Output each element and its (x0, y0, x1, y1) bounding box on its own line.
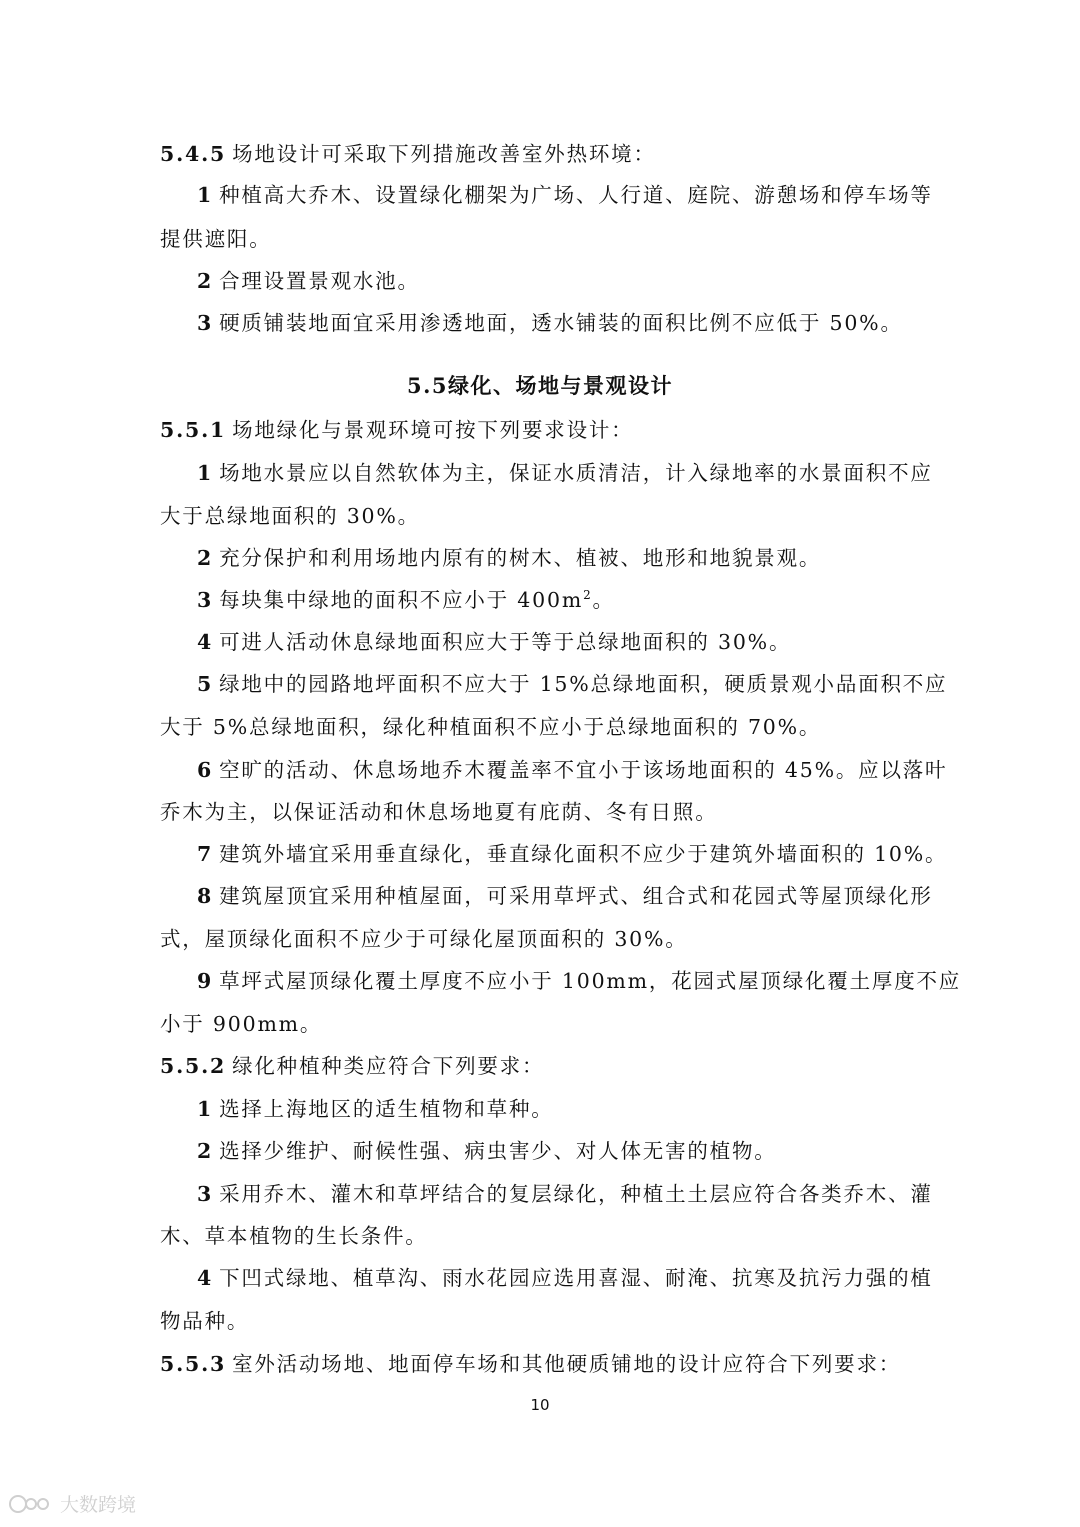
list-item (197, 1180, 933, 1208)
clause-text: 场地绿化与景观环境可按下列要求设计： (232, 418, 634, 442)
item-number: 4 (197, 1266, 214, 1290)
clause-text: 绿化种植种类应符合下列要求： (232, 1054, 545, 1078)
item-continuation: 提供遮阳。 (160, 227, 272, 251)
page-number: 10 (530, 1396, 550, 1414)
list-item (197, 670, 948, 698)
clause-number: 5.5.2 (160, 1054, 227, 1078)
item-text: 建筑外墙宜采用垂直绿化，垂直绿化面积不应少于建筑外墙面积的 10%。 (219, 842, 948, 866)
item-text: 场地水景应以自然软体为主，保证水质清洁，计入绿地率的水景面积不应 (219, 461, 933, 485)
item-continuation: 大于 5%总绿地面积，绿化种植面积不应小于总绿地面积的 70%。 (160, 715, 822, 739)
clause-text: 室外活动场地、地面停车场和其他硬质铺地的设计应符合下列要求： (232, 1352, 902, 1376)
item-number: 4 (197, 630, 214, 654)
item-number: 3 (197, 588, 214, 612)
clause-number: 5.5.3 (160, 1352, 227, 1376)
list-item (197, 267, 927, 295)
item-number: 2 (197, 546, 214, 570)
list-item (197, 1137, 927, 1165)
item-number: 1 (197, 461, 214, 485)
item-number: 8 (197, 884, 214, 908)
item-number: 7 (197, 842, 214, 866)
list-item (197, 586, 927, 614)
item-number: 9 (197, 969, 214, 993)
list-item (197, 544, 927, 572)
item-text: 草坪式屋顶绿化覆土厚度不应小于 100mm，花园式屋顶绿化覆土厚度不应 (219, 969, 962, 993)
item-text: 合理设置景观水池。 (219, 269, 420, 293)
list-item (197, 181, 933, 209)
superscript: 2 (583, 588, 593, 602)
item-text: 可进人活动休息绿地面积应大于等于总绿地面积的 30%。 (219, 630, 792, 654)
list-item (197, 1264, 933, 1292)
section-heading: 5.5绿化、场地与景观设计 (406, 373, 674, 398)
item-continuation: 式，屋顶绿化面积不应少于可绿化屋顶面积的 30%。 (160, 927, 688, 951)
item-text: 下凹式绿地、植草沟、雨水花园应选用喜湿、耐淹、抗寒及抗污力强的植 (219, 1266, 933, 1290)
list-item (197, 756, 948, 784)
list-item (197, 1095, 927, 1123)
clause-5-4-5 (160, 140, 940, 168)
item-continuation: 物品种。 (160, 1309, 250, 1333)
item-continuation: 乔木为主，以保证活动和休息场地夏有庇荫、冬有日照。 (160, 800, 718, 824)
item-text: 采用乔木、灌木和草坪结合的复层绿化，种植土土层应符合各类乔木、灌 (219, 1182, 933, 1206)
list-item (197, 628, 927, 656)
list-item (197, 882, 933, 910)
item-number: 1 (197, 1097, 214, 1121)
watermark-text: 大数跨境 (60, 1494, 137, 1516)
item-text: 每块集中绿地的面积不应小于 400m (219, 588, 584, 612)
list-item (197, 309, 927, 337)
item-number: 3 (197, 311, 214, 335)
clause-text: 场地设计可采取下列措施改善室外热环境： (232, 142, 656, 166)
clause-5-5-3 (160, 1350, 940, 1378)
item-continuation: 大于总绿地面积的 30%。 (160, 504, 420, 528)
item-text-tail: 。 (592, 588, 615, 612)
list-item (197, 967, 962, 995)
item-number: 2 (197, 269, 214, 293)
clause-number: 5.4.5 (160, 142, 227, 166)
watermark (8, 1490, 136, 1517)
item-text: 选择上海地区的适生植物和草种。 (219, 1097, 554, 1121)
item-number: 3 (197, 1182, 214, 1206)
item-continuation: 小于 900mm。 (160, 1012, 323, 1036)
item-text: 充分保护和利用场地内原有的树木、植被、地形和地貌景观。 (219, 546, 822, 570)
item-text: 绿地中的园路地坪面积不应大于 15%总绿地面积，硬质景观小品面积不应 (219, 672, 948, 696)
clause-5-5-1 (160, 416, 940, 444)
item-number: 6 (197, 758, 214, 782)
item-number: 2 (197, 1139, 214, 1163)
item-text: 空旷的活动、休息场地乔木覆盖率不宜小于该场地面积的 45%。应以落叶 (219, 758, 948, 782)
item-text: 种植高大乔木、设置绿化棚架为广场、人行道、庭院、游憩场和停车场等 (219, 183, 933, 207)
item-text: 硬质铺装地面宜采用渗透地面，透水铺装的面积比例不应低于 50%。 (219, 311, 903, 335)
clause-number: 5.5.1 (160, 418, 227, 442)
item-text: 选择少维护、耐候性强、病虫害少、对人体无害的植物。 (219, 1139, 777, 1163)
clause-5-5-2 (160, 1052, 940, 1080)
item-continuation: 木、草本植物的生长条件。 (160, 1224, 428, 1248)
watermark-logo-icon (8, 1492, 54, 1516)
item-number: 1 (197, 183, 214, 207)
item-number: 5 (197, 672, 214, 696)
list-item (197, 840, 948, 868)
item-text: 建筑屋顶宜采用种植屋面，可采用草坪式、组合式和花园式等屋顶绿化形 (219, 884, 933, 908)
list-item (197, 459, 933, 487)
